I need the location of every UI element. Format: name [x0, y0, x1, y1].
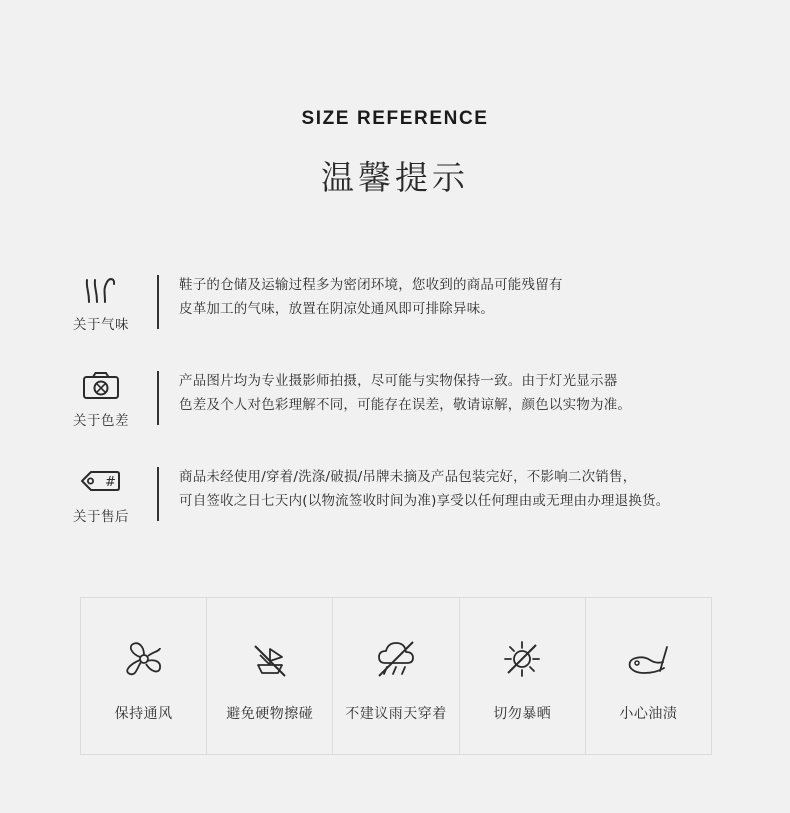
- no-sun-icon: [497, 629, 547, 689]
- note-text-line: 可自签收之日七天内(以物流签收时间为准)享受以任何理由或无理由办理退换货。: [179, 493, 670, 509]
- care-cell-ventilation: [81, 598, 207, 754]
- no-rain-icon: [369, 629, 423, 689]
- note-text-column: [159, 271, 745, 321]
- note-text-column: [159, 463, 745, 513]
- care-cell-no-hard-object: [207, 598, 333, 754]
- care-instruction-grid: [80, 597, 712, 755]
- note-label: 关于售后: [73, 509, 129, 525]
- care-label: 避免硬物擦碰: [226, 706, 314, 722]
- care-cell-no-sun: [460, 598, 586, 754]
- note-text-line: 商品未经使用/穿着/洗涤/破损/吊牌未摘及产品包装完好，不影响二次销售，: [179, 469, 637, 485]
- note-text-line: 鞋子的仓储及运输过程多为密闭环境，您收到的商品可能残留有: [179, 277, 563, 293]
- note-text-line: 产品图片均为专业摄影师拍摄，尽可能与实物保持一致。由于灯光显示器: [179, 373, 618, 389]
- fan-ventilation-icon: [119, 629, 169, 689]
- note-icon-column: [45, 463, 157, 525]
- oil-stain-icon: [620, 629, 676, 689]
- note-item-smell: [45, 271, 745, 333]
- smell-wave-icon: [45, 273, 157, 307]
- note-icon-column: [45, 271, 157, 333]
- note-text-line: 皮革加工的气味，放置在阴凉处通风即可排除异味。: [179, 301, 495, 317]
- note-item-color: [45, 367, 745, 429]
- price-tag-icon: [45, 465, 157, 499]
- page-title-chinese: 温馨提示: [321, 158, 469, 197]
- care-label: 不建议雨天穿着: [345, 706, 447, 722]
- page-title-english: SIZE REFERENCE: [301, 108, 489, 129]
- care-cell-oil-stain: [586, 598, 711, 754]
- note-text-line: 色差及个人对色彩理解不同，可能存在误差，敬请谅解，颜色以实物为准。: [179, 397, 632, 413]
- care-label: 小心油渍: [619, 706, 678, 722]
- note-icon-column: [45, 367, 157, 429]
- note-label: 关于色差: [73, 413, 129, 429]
- care-label: 保持通风: [114, 706, 173, 722]
- note-item-after-sale: [45, 463, 745, 525]
- camera-icon: [45, 369, 157, 403]
- notes-list: [45, 271, 745, 525]
- page-header: [0, 0, 790, 199]
- no-hard-object-icon: [244, 629, 296, 689]
- note-text-column: [159, 367, 745, 417]
- svg-text:#: #: [105, 475, 116, 490]
- care-cell-no-rain: [333, 598, 459, 754]
- note-label: 关于气味: [73, 317, 129, 333]
- care-label: 切勿暴晒: [493, 706, 552, 722]
